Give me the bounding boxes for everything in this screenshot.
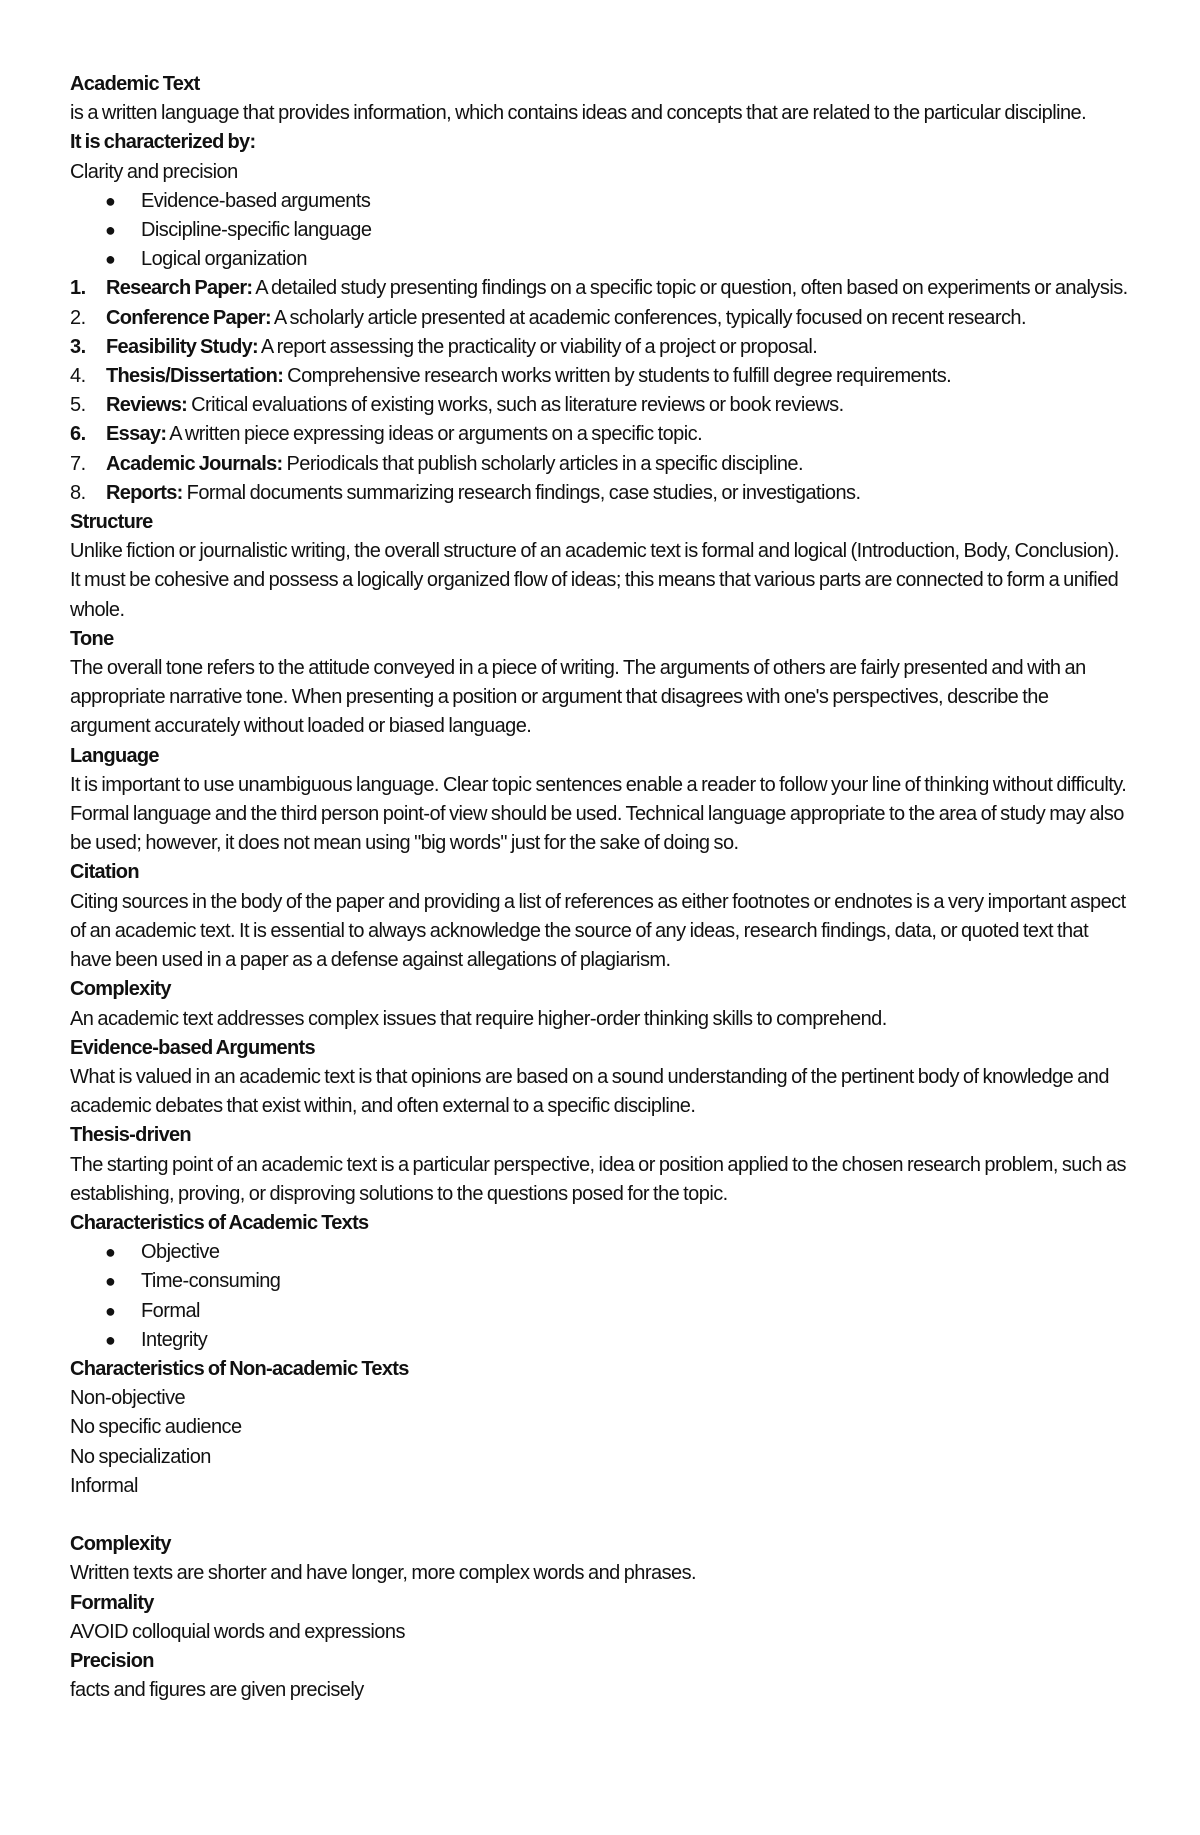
type-term: Reports: — [106, 481, 183, 504]
list-item: ● Time-consuming — [70, 1267, 1130, 1296]
list-number: 2. — [70, 306, 86, 329]
list-number: 6. — [70, 423, 86, 446]
section-body-thesis: The starting point of an academic text is a particular perspective, idea or position applied to the chosen research problem, such as establishing, proving, or disproving solutions to the questions posed for the topic. — [70, 1153, 1126, 1205]
list-item: No specific audience — [70, 1416, 242, 1439]
document-page — [70, 70, 1130, 1705]
type-description: A written piece expressing ideas or arguments on a specific topic. — [166, 423, 703, 446]
type-term: Research Paper: — [106, 277, 253, 300]
type-description: A scholarly article presented at academic conferences, typically focused on recent research. — [270, 306, 1026, 329]
section-body-structure: Unlike fiction or journalistic writing, the overall structure of an academic text is formal and logical (Introduction, Body, Conclusion). It must be cohesive and possess a logically organized flow of ideas; this means that various parts are connected to form a unified whole. — [70, 540, 1120, 621]
final-heading-formality: Formality — [70, 1591, 154, 1614]
list-number: 3. — [70, 335, 86, 358]
bullet-icon: ● — [105, 220, 116, 241]
list-item — [70, 391, 1130, 420]
list-item — [70, 333, 1130, 362]
bullet-icon: ● — [105, 1300, 116, 1321]
academic-characteristics-list — [70, 1238, 1130, 1355]
section-heading-structure: Structure — [70, 511, 153, 534]
academic-text-types-list — [70, 274, 1130, 508]
final-heading-precision: Precision — [70, 1649, 154, 1672]
section-body-complexity: An academic text addresses complex issues that require higher-order thinking skills to comprehend. — [70, 1007, 887, 1030]
list-item: ● Evidence-based arguments — [70, 187, 1130, 216]
list-item: ● Integrity — [70, 1326, 1130, 1355]
bullet-icon: ● — [105, 190, 116, 211]
list-item: ● Discipline-specific language — [70, 216, 1130, 245]
type-description: Formal documents summarizing research findings, case studies, or investigations. — [182, 481, 861, 504]
final-body-complexity: Written texts are shorter and have longer, more complex words and phrases. — [70, 1562, 697, 1585]
section-heading-citation: Citation — [70, 861, 139, 884]
list-item — [70, 450, 1130, 479]
type-term: Academic Journals: — [106, 452, 283, 475]
list-item: No specialization — [70, 1445, 211, 1468]
non-academic-characteristics-heading: Characteristics of Non-academic Texts — [70, 1357, 409, 1380]
type-term: Thesis/Dissertation: — [106, 365, 284, 388]
type-description: A detailed study presenting findings on a specific topic or question, often based on experiments or analysis. — [252, 277, 1128, 300]
characterized-first-item: Clarity and precision — [70, 160, 238, 183]
type-term: Conference Paper: — [106, 306, 271, 329]
bullet-icon: ● — [105, 249, 116, 270]
section-heading-evidence: Evidence-based Arguments — [70, 1036, 315, 1059]
characterized-heading: It is characterized by: — [70, 131, 256, 154]
section-heading-thesis: Thesis-driven — [70, 1124, 191, 1147]
list-item: Non-objective — [70, 1387, 186, 1410]
document-title: Academic Text — [70, 73, 200, 95]
list-number: 7. — [70, 452, 86, 475]
section-body-citation: Citing sources in the body of the paper and providing a list of references as either footnotes or endnotes is a very important aspect of an academic text. It is essential to always acknowledge the source of any ideas, research findings, data, or quoted text that have been used in a paper as a defense against allegations of plagiarism. — [70, 890, 1126, 972]
final-body-precision: facts and figures are given precisely — [70, 1679, 364, 1702]
list-number: 5. — [70, 394, 86, 417]
list-item: Informal — [70, 1474, 138, 1497]
section-body-language: It is important to use unambiguous language. Clear topic sentences enable a reader to follow your line of thinking without difficulty. Formal language and the third person point-of view should be used. Technical language appropriate to the area of study may also be used; however, it does not mean using "big words" just for the sake of doing so. — [70, 773, 1127, 855]
characterized-bullet-list — [70, 187, 1130, 275]
list-item: ● Logical organization — [70, 245, 1130, 274]
list-item — [70, 362, 1130, 391]
type-term: Reviews: — [106, 394, 188, 417]
definition-paragraph: is a written language that provides information, which contains ideas and concepts that are related to the particular discipline. — [70, 102, 1087, 125]
academic-characteristics-heading: Characteristics of Academic Texts — [70, 1211, 369, 1234]
type-description: Periodicals that publish scholarly articles in a specific discipline. — [282, 452, 804, 475]
final-heading-complexity: Complexity — [70, 1533, 171, 1556]
bullet-icon: ● — [105, 1271, 116, 1292]
section-heading-language: Language — [70, 744, 159, 767]
list-item — [70, 274, 1130, 303]
type-term: Essay: — [106, 423, 167, 446]
list-number: 1. — [70, 277, 86, 300]
bullet-icon: ● — [105, 1242, 116, 1263]
section-heading-tone: Tone — [70, 627, 114, 650]
bullet-icon: ● — [105, 1329, 116, 1350]
list-item — [70, 479, 1130, 508]
list-number: 8. — [70, 481, 86, 504]
section-body-evidence: What is valued in an academic text is that opinions are based on a sound understanding of the pertinent body of knowledge and academic debates that exist within, and often external to a specific discipline. — [70, 1065, 1109, 1118]
list-item: ● Objective — [70, 1238, 1130, 1267]
type-description: Critical evaluations of existing works, such as literature reviews or book reviews. — [187, 394, 844, 417]
list-item — [70, 420, 1130, 449]
list-number: 4. — [70, 365, 86, 388]
list-item — [70, 304, 1130, 333]
final-body-formality: AVOID colloquial words and expressions — [70, 1620, 405, 1643]
list-item: ● Formal — [70, 1297, 1130, 1326]
section-body-tone: The overall tone refers to the attitude conveyed in a piece of writing. The arguments of others are fairly presented and with an appropriate narrative tone. When presenting a position or argument that disagrees with one's perspectives, describe the argument accurately without loaded or biased language. — [70, 657, 1086, 738]
section-heading-complexity: Complexity — [70, 978, 171, 1001]
type-description: Comprehensive research works written by students to fulfill degree requirements. — [283, 365, 952, 388]
type-term: Feasibility Study: — [106, 335, 258, 358]
blank-line — [70, 1501, 1130, 1530]
type-description: A report assessing the practicality or viability of a project or proposal. — [258, 335, 818, 358]
